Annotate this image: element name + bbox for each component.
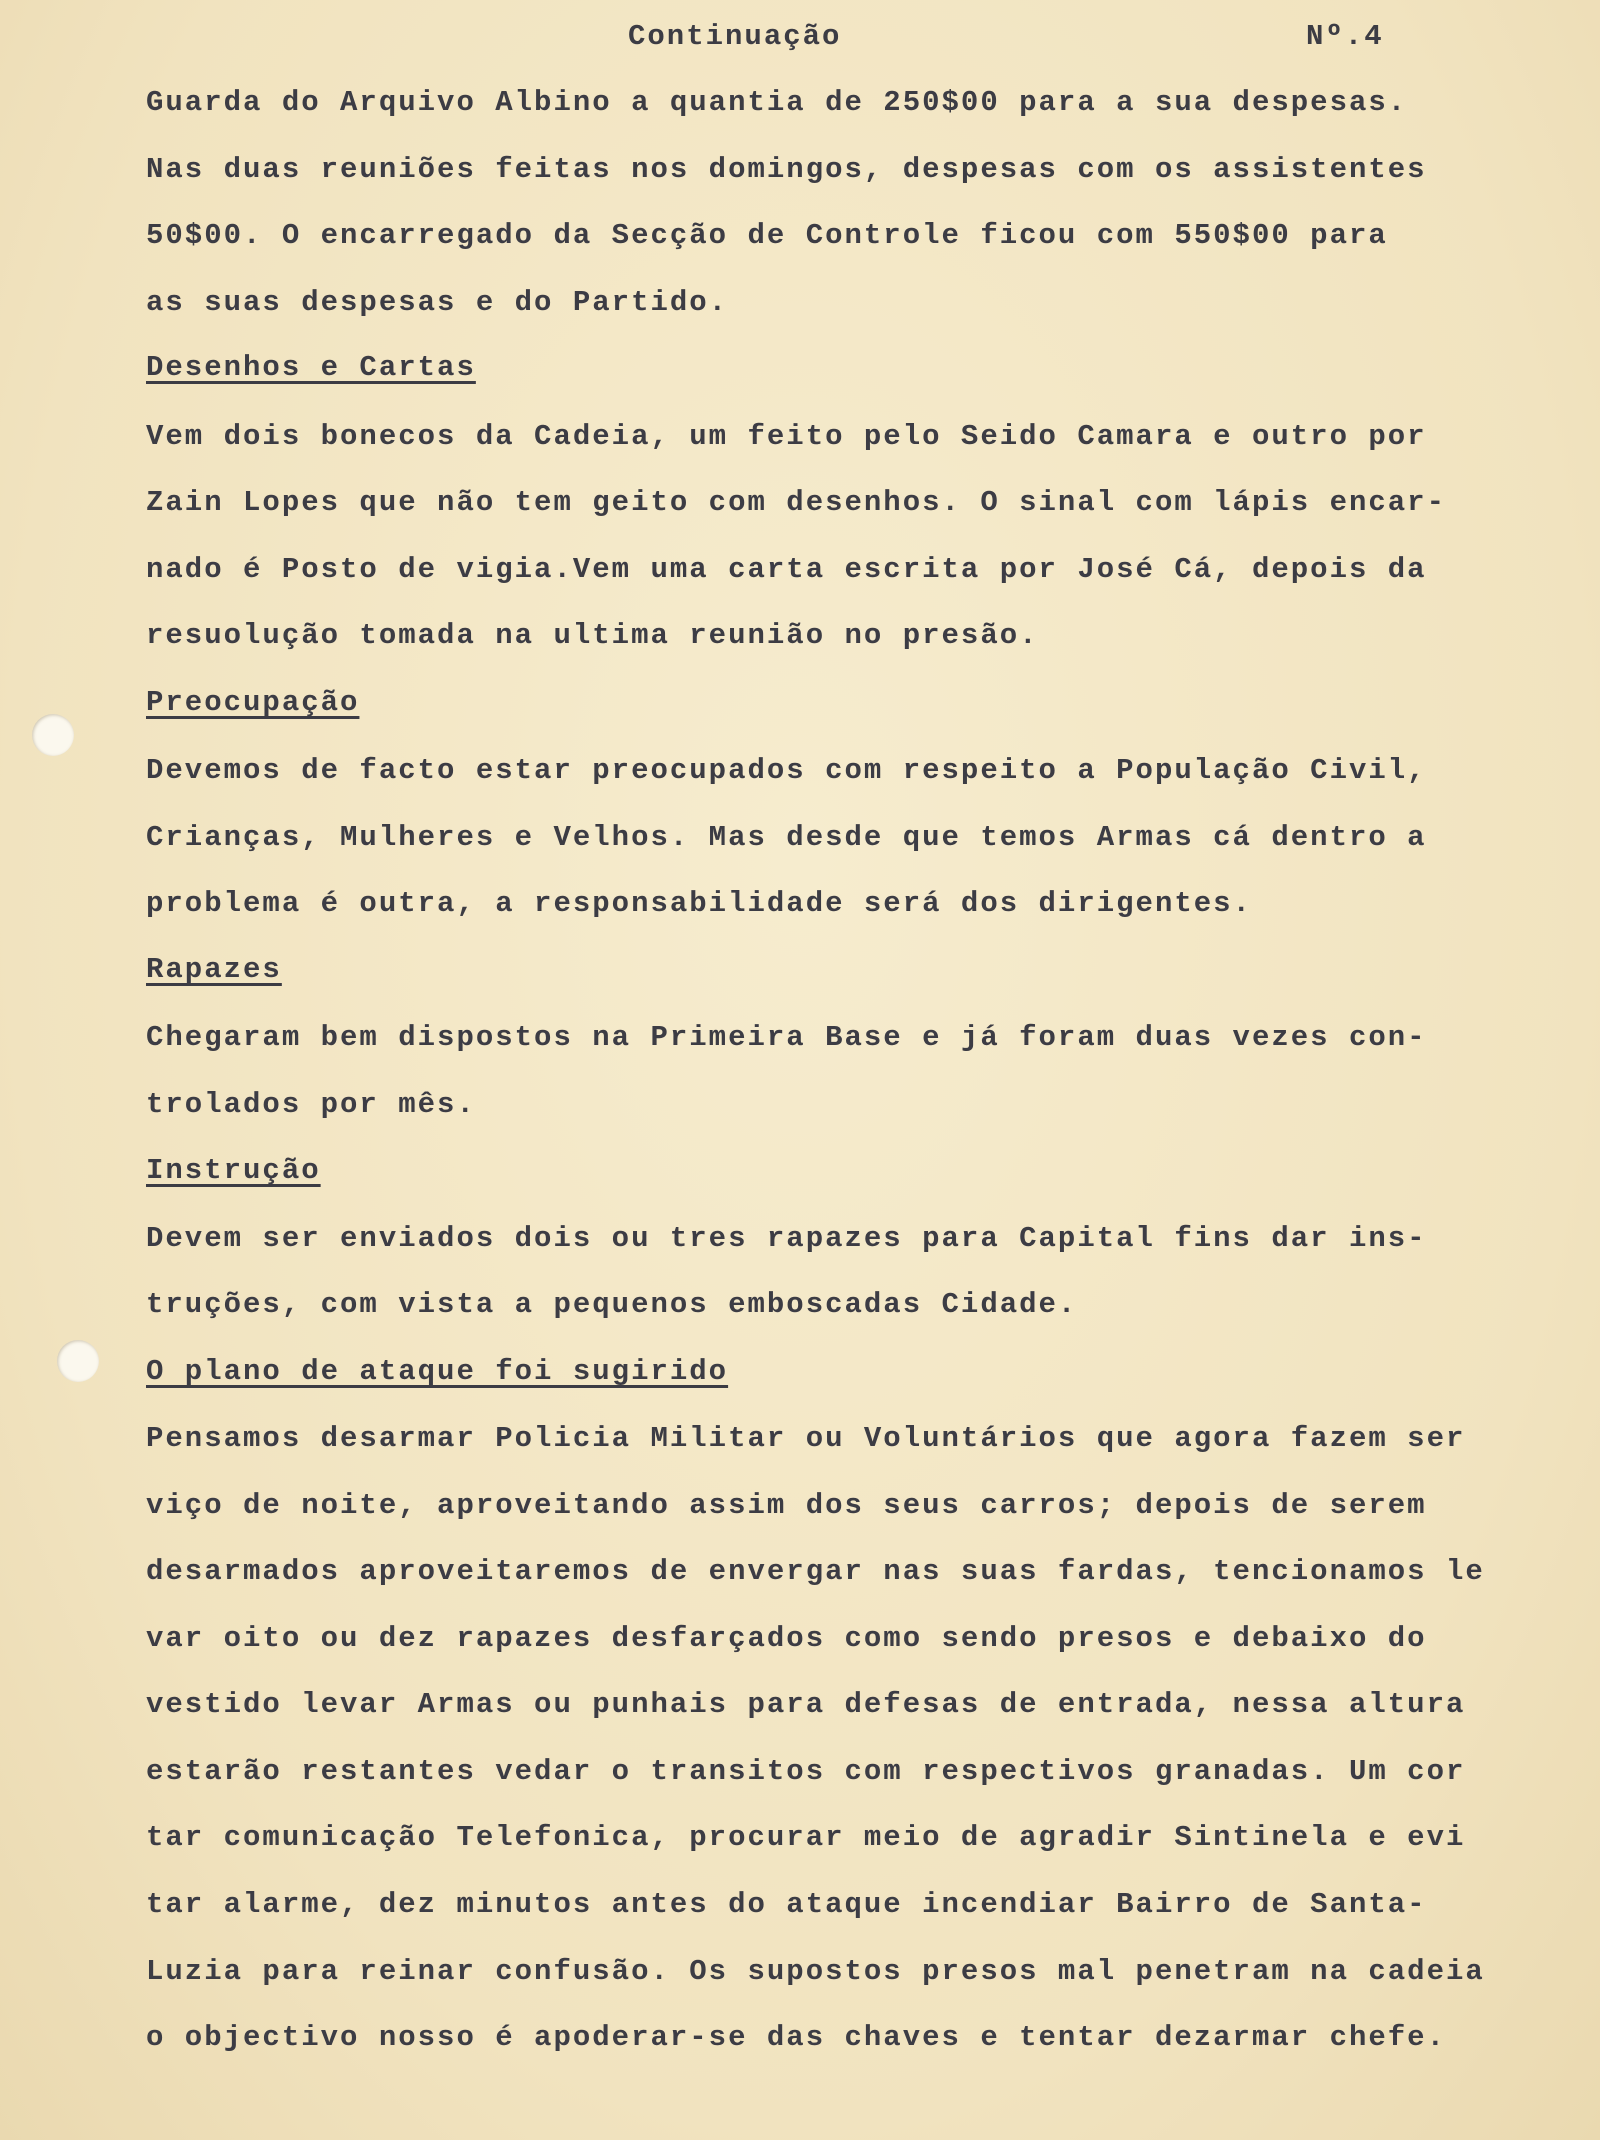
header-title: Continuação	[628, 20, 842, 53]
text-line: Nas duas reuniões feitas nos domingos, despesas com os assistentes	[146, 153, 1427, 186]
text-line: o objectivo nosso é apoderar-se das chaves e tentar dezarmar chefe.	[146, 2021, 1446, 2054]
section-heading: Rapazes	[146, 953, 282, 986]
text-line: Chegaram bem dispostos na Primeira Base e já foram duas vezes con-	[146, 1021, 1427, 1054]
text-line: vestido levar Armas ou punhais para defesas de entrada, nessa altura	[146, 1688, 1466, 1721]
text-line: Zain Lopes que não tem geito com desenhos. O sinal com lápis encar-	[146, 486, 1446, 519]
text-line: as suas despesas e do Partido.	[146, 286, 729, 319]
text-line: nado é Posto de vigia.Vem uma carta escrita por José Cá, depois da	[146, 553, 1427, 586]
text-line: truções, com vista a pequenos emboscadas Cidade.	[146, 1288, 1078, 1321]
section-heading: Instrução	[146, 1154, 321, 1187]
text-line: desarmados aproveitaremos de envergar nas suas fardas, tencionamos le	[146, 1555, 1485, 1588]
text-line: trolados por mês.	[146, 1088, 476, 1121]
text-line: Pensamos desarmar Policia Militar ou Voluntários que agora fazem ser	[146, 1422, 1466, 1455]
text-line: tar alarme, dez minutos antes do ataque incendiar Bairro de Santa-	[146, 1888, 1427, 1921]
section-heading: Desenhos e Cartas	[146, 351, 476, 384]
text-line: Vem dois bonecos da Cadeia, um feito pelo Seido Camara e outro por	[146, 420, 1427, 453]
text-line: Luzia para reinar confusão. Os supostos presos mal penetram na cadeia	[146, 1955, 1485, 1988]
punch-hole	[32, 714, 74, 756]
section-heading: Preocupação	[146, 686, 360, 719]
text-line: problema é outra, a responsabilidade será dos dirigentes.	[146, 887, 1252, 920]
text-line: Devem ser enviados dois ou tres rapazes para Capital fins dar ins-	[146, 1222, 1427, 1255]
page-number: Nº.4	[1306, 20, 1384, 53]
text-line: tar comunicação Telefonica, procurar meio de agradir Sintinela e evi	[146, 1821, 1466, 1854]
text-line: Crianças, Mulheres e Velhos. Mas desde que temos Armas cá dentro a	[146, 821, 1427, 854]
text-line: 50$00. O encarregado da Secção de Controle ficou com 550$00 para	[146, 219, 1388, 252]
text-line: estarão restantes vedar o transitos com respectivos granadas. Um cor	[146, 1755, 1466, 1788]
text-line: var oito ou dez rapazes desfarçados como sendo presos e debaixo do	[146, 1622, 1427, 1655]
text-line: viço de noite, aproveitando assim dos seus carros; depois de serem	[146, 1489, 1427, 1522]
text-line: Guarda do Arquivo Albino a quantia de 250$00 para a sua despesas.	[146, 86, 1408, 119]
punch-hole	[57, 1340, 99, 1382]
section-heading: O plano de ataque foi sugirido	[146, 1355, 729, 1388]
text-line: resuolução tomada na ultima reunião no presão.	[146, 619, 1039, 652]
text-line: Devemos de facto estar preocupados com respeito a População Civil,	[146, 754, 1427, 787]
